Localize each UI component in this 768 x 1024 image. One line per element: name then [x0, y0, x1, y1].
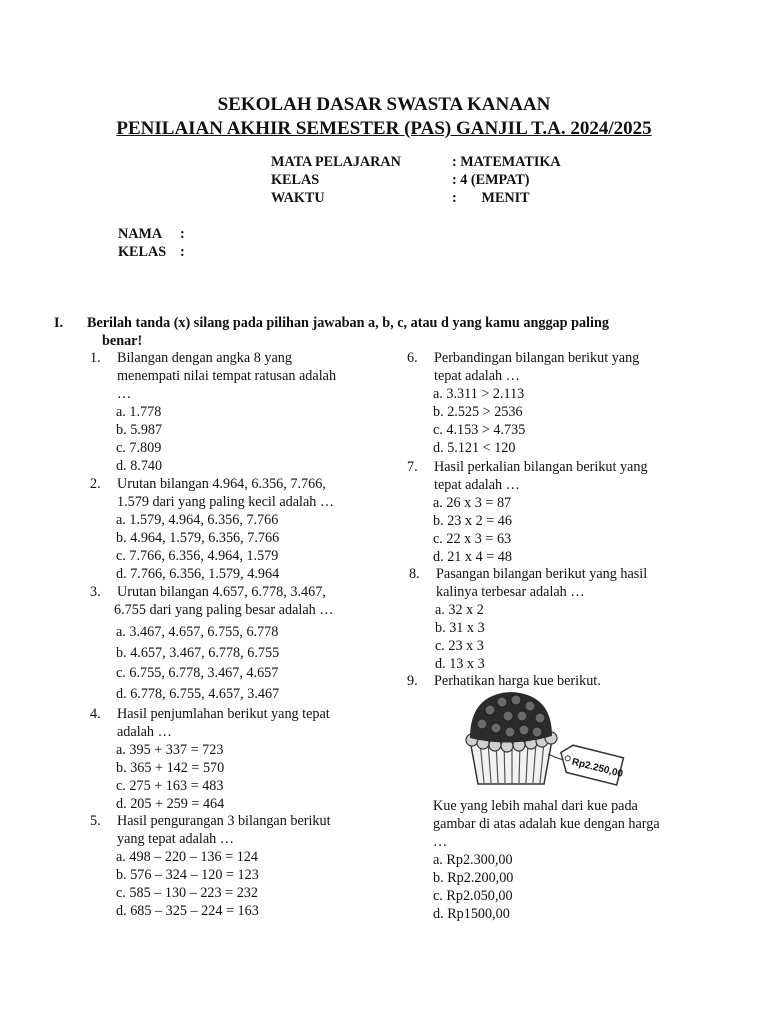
cupcake-icon	[440, 688, 650, 788]
question-text: …	[117, 386, 132, 402]
answer-option: b. 2.525 > 2536	[433, 404, 523, 420]
answer-option: d. 21 x 4 = 48	[433, 549, 512, 565]
question-number: 9.	[407, 673, 418, 689]
answer-option: b. Rp2.200,00	[433, 870, 514, 886]
question-text: Perbandingan bilangan berikut yang	[434, 350, 640, 366]
answer-option: d. 5.121 < 120	[433, 440, 516, 456]
question-number: 3.	[90, 584, 101, 600]
question-text: Hasil penjumlahan berikut yang tepat	[117, 706, 330, 722]
question-text: yang tepat adalah …	[117, 831, 234, 847]
answer-option: a. 3.311 > 2.113	[433, 386, 525, 402]
answer-option: b. 23 x 2 = 46	[433, 513, 512, 529]
question-text: menempati nilai tempat ratusan adalah	[117, 368, 337, 384]
question-text: tepat adalah …	[434, 477, 520, 493]
class-label: KELAS	[118, 244, 167, 260]
answer-option: b. 5.987	[116, 422, 163, 438]
section-instruction-cont: benar!	[102, 333, 143, 349]
answer-option: a. Rp2.300,00	[433, 852, 513, 868]
answer-option: d. 685 – 325 – 224 = 163	[116, 903, 259, 919]
info-label-class: KELAS	[271, 172, 320, 188]
class-colon: :	[180, 244, 185, 260]
answer-option: c. 275 + 163 = 483	[116, 778, 224, 794]
answer-option: b. 31 x 3	[435, 620, 485, 636]
exam-title: PENILAIAN AKHIR SEMESTER (PAS) GANJIL T.A. 2024/2025	[116, 118, 652, 139]
answer-option: b. 4.964, 1.579, 6.356, 7.766	[116, 530, 280, 546]
answer-option: a. 498 – 220 – 136 = 124	[116, 849, 258, 865]
answer-option: a. 32 x 2	[435, 602, 484, 618]
info-value-time: : MENIT	[452, 190, 530, 206]
question-text: 6.755 dari yang paling besar adalah …	[114, 602, 334, 618]
info-label-subject: MATA PELAJARAN	[271, 154, 401, 170]
question-text: Perhatikan harga kue berikut.	[434, 673, 601, 689]
info-value-class: : 4 (EMPAT)	[452, 172, 530, 188]
answer-option: d. 8.740	[116, 458, 163, 474]
answer-option: d. 7.766, 6.356, 1.579, 4.964	[116, 566, 280, 582]
section-number: I.	[54, 315, 64, 331]
question-text: tepat adalah …	[434, 368, 520, 384]
section-instruction: Berilah tanda (x) silang pada pilihan jawaban a, b, c, atau d yang kamu anggap paling	[87, 315, 609, 331]
answer-option: a. 3.467, 4.657, 6.755, 6.778	[116, 624, 279, 640]
question-number: 8.	[409, 566, 420, 582]
answer-option: c. 23 x 3	[435, 638, 484, 654]
question-text: Hasil perkalian bilangan berikut yang	[434, 459, 648, 475]
question-text: Urutan bilangan 4.964, 6.356, 7.766,	[117, 476, 326, 492]
info-value-subject: : MATEMATIKA	[452, 154, 561, 170]
answer-option: a. 26 x 3 = 87	[433, 495, 512, 511]
name-colon: :	[180, 226, 185, 242]
question-number: 5.	[90, 813, 101, 829]
question-text: kalinya terbesar adalah …	[436, 584, 585, 600]
answer-option: a. 1.778	[116, 404, 162, 420]
answer-option: c. 7.766, 6.356, 4.964, 1.579	[116, 548, 279, 564]
school-title: SEKOLAH DASAR SWASTA KANAAN	[217, 94, 551, 115]
question-text: Urutan bilangan 4.657, 6.778, 3.467,	[117, 584, 326, 600]
answer-option: d. 6.778, 6.755, 4.657, 3.467	[116, 686, 280, 702]
question-text: Kue yang lebih mahal dari kue pada	[433, 798, 638, 814]
info-label-time: WAKTU	[271, 190, 325, 206]
name-label: NAMA	[118, 226, 163, 242]
question-text: 1.579 dari yang paling kecil adalah …	[117, 494, 335, 510]
answer-option: d. 13 x 3	[435, 656, 485, 672]
answer-option: c. 6.755, 6.778, 3.467, 4.657	[116, 665, 279, 681]
answer-option: d. Rp1500,00	[433, 906, 510, 922]
question-number: 1.	[90, 350, 101, 366]
question-text: Bilangan dengan angka 8 yang	[117, 350, 292, 366]
answer-option: c. 4.153 > 4.735	[433, 422, 526, 438]
answer-option: a. 1.579, 4.964, 6.356, 7.766	[116, 512, 279, 528]
answer-option: c. 22 x 3 = 63	[433, 531, 512, 547]
answer-option: b. 4.657, 3.467, 6.778, 6.755	[116, 645, 280, 661]
answer-option: a. 395 + 337 = 723	[116, 742, 224, 758]
question-number: 7.	[407, 459, 418, 475]
question-text: gambar di atas adalah kue dengan harga	[433, 816, 660, 832]
question-text: adalah …	[117, 724, 172, 740]
question-text: Pasangan bilangan berikut yang hasil	[436, 566, 648, 582]
answer-option: d. 205 + 259 = 464	[116, 796, 225, 812]
question-text: Hasil pengurangan 3 bilangan berikut	[117, 813, 331, 829]
answer-option: c. 7.809	[116, 440, 162, 456]
answer-option: b. 576 – 324 – 120 = 123	[116, 867, 259, 883]
answer-option: c. 585 – 130 – 223 = 232	[116, 885, 258, 901]
question-number: 2.	[90, 476, 101, 492]
question-number: 6.	[407, 350, 418, 366]
answer-option: b. 365 + 142 = 570	[116, 760, 225, 776]
answer-option: c. Rp2.050,00	[433, 888, 513, 904]
price-tag-text: Rp2.250,00	[570, 756, 624, 780]
question-number: 4.	[90, 706, 101, 722]
question-text: …	[433, 834, 448, 850]
